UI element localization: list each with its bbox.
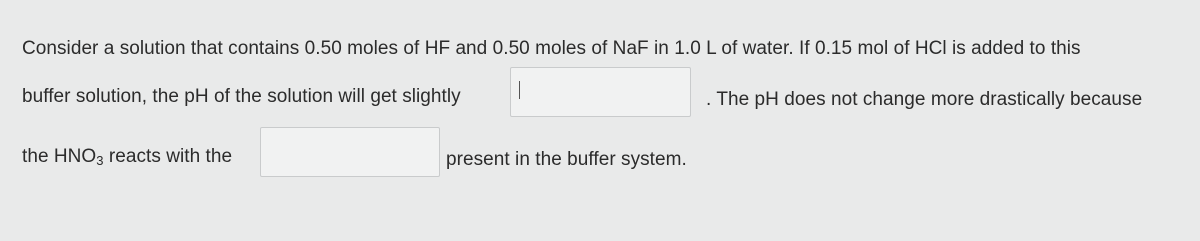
answer-blank-2[interactable] — [260, 127, 440, 177]
question-line-2-start: buffer solution, the pH of the solution will get slightly — [22, 86, 461, 107]
question-line-3-start — [22, 146, 232, 168]
question-line-2-end: . The pH does not change more drastically because — [706, 89, 1143, 110]
formula-subscript: 3 — [96, 153, 104, 168]
answer-blank-1[interactable] — [510, 67, 691, 117]
question-line-3-text: reacts with the — [103, 146, 233, 167]
formula-text: the HNO — [22, 146, 97, 167]
question-line-1: Consider a solution that contains 0.50 moles of HF and 0.50 moles of NaF in 1.0 L of water. If 0.15 mol of HCl is added to this — [22, 38, 1081, 59]
question-line-3-end: present in the buffer system. — [446, 149, 687, 170]
text-cursor — [519, 81, 520, 99]
